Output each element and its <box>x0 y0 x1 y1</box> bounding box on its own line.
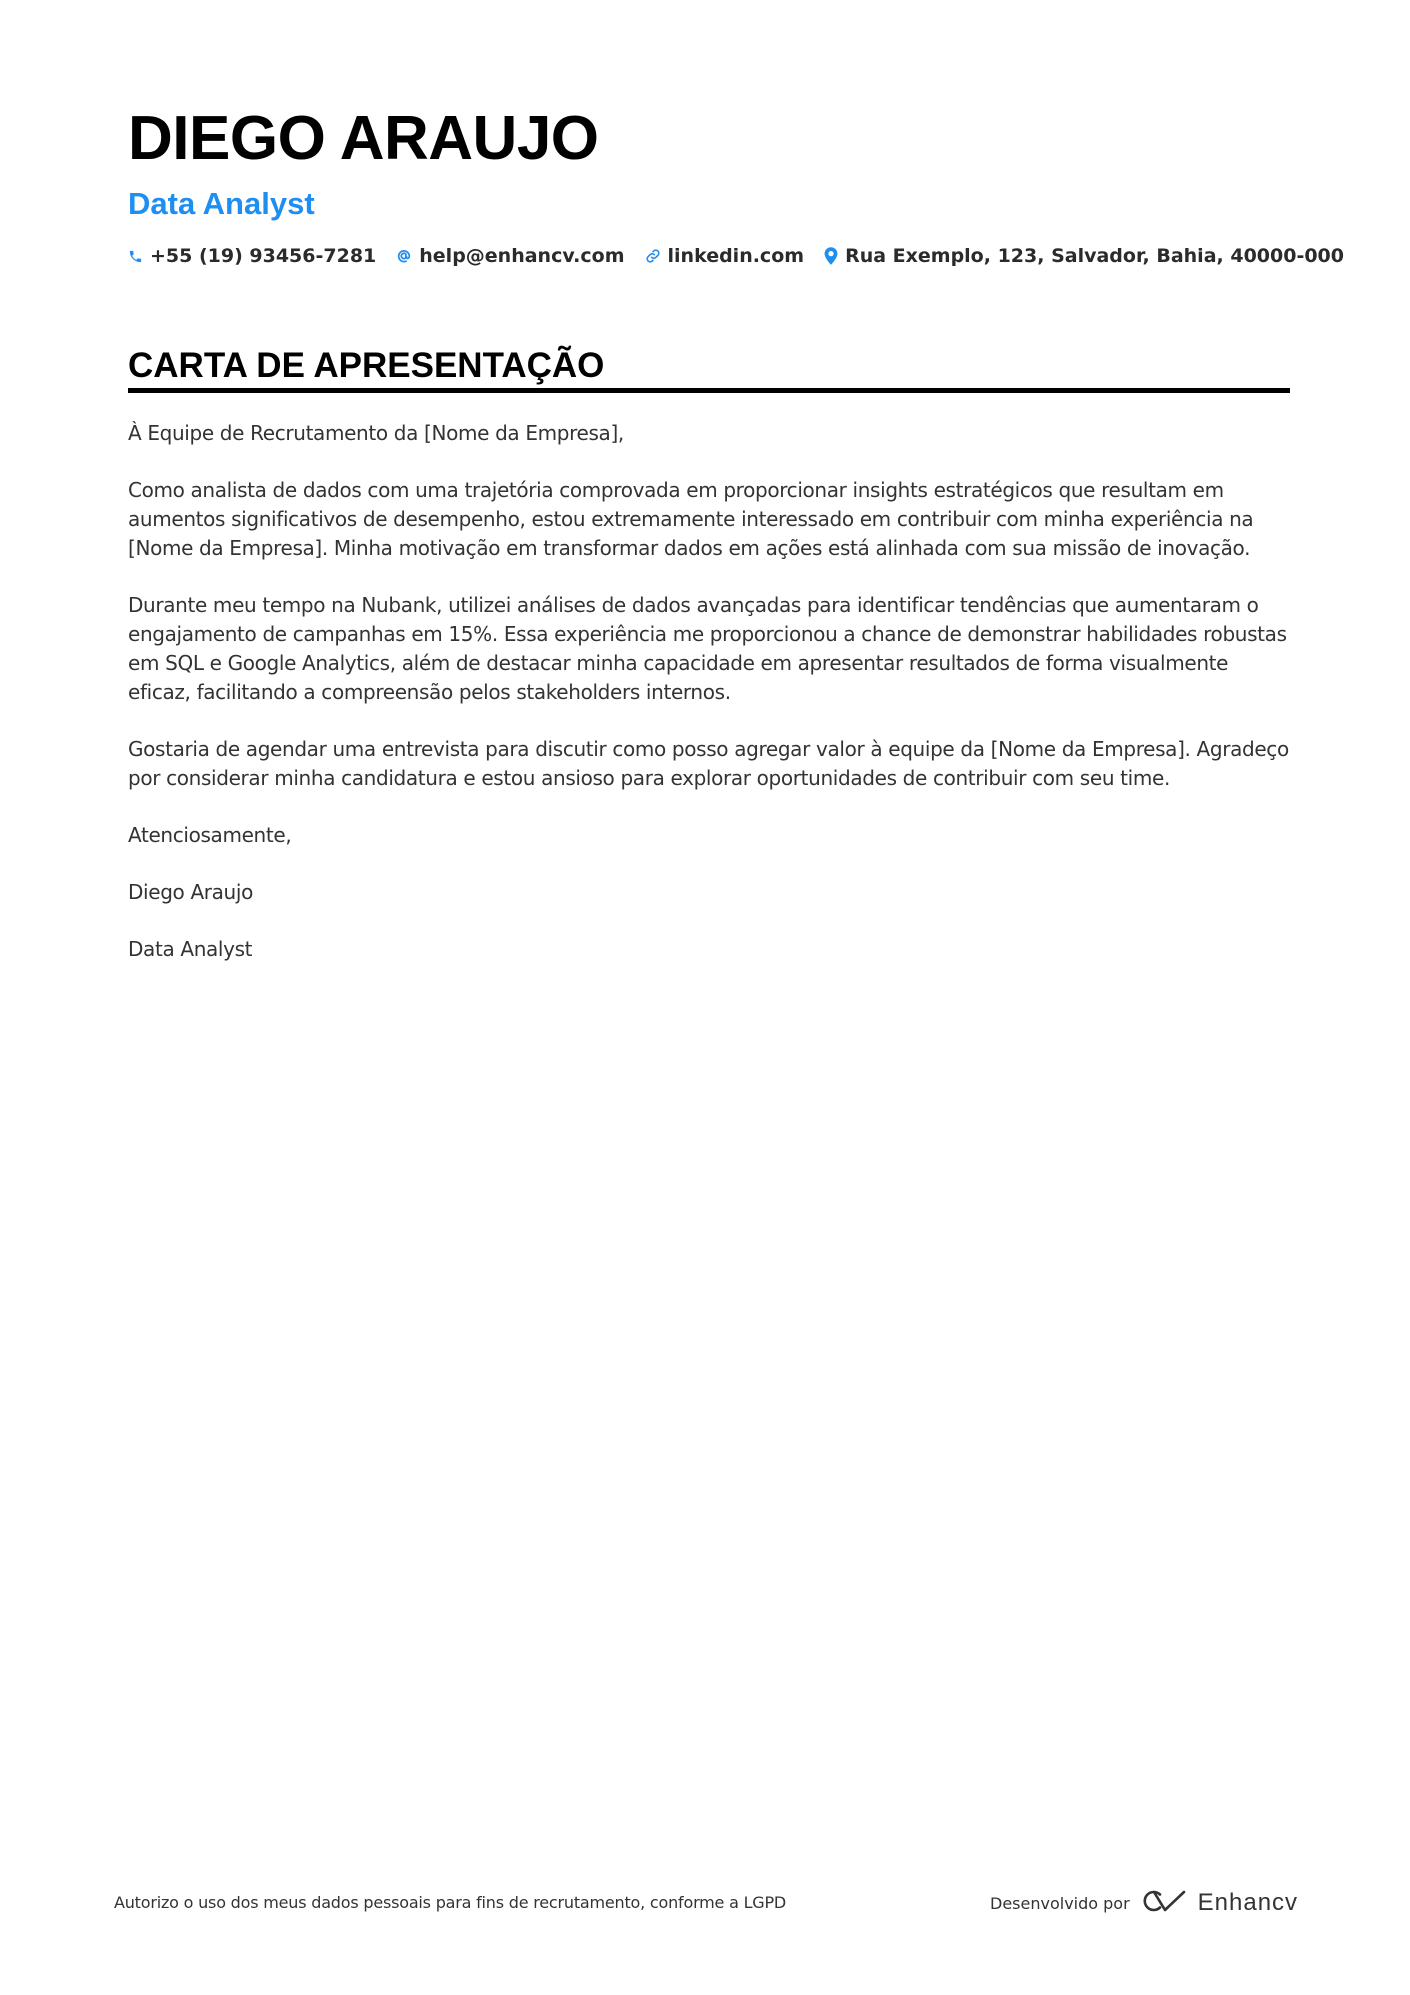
powered-by-label: Desenvolvido por <box>990 1893 1130 1913</box>
job-title: Data Analyst <box>128 186 315 221</box>
enhancv-logo-icon <box>1140 1888 1188 1918</box>
linkedin-text: linkedin.com <box>667 245 805 267</box>
powered-by[interactable] <box>990 1888 1298 1918</box>
signature-name: Diego Araujo <box>128 879 253 904</box>
email-text: help@enhancv.com <box>419 245 625 267</box>
consent-note: Autorizo o uso dos meus dados pessoais para fins de recrutamento, conforme a LGPD <box>114 1893 787 1912</box>
address-text: Rua Exemplo, 123, Salvador, Bahia, 40000-000 <box>845 245 1344 267</box>
letter-paragraph: Gostaria de agendar uma entrevista para discutir como posso agregar valor à equipe da [Nome da Empresa]. Agradeço por considerar minha candidatura e estou ansioso para explorar oportunidades de contribuir com seu time. <box>128 736 1289 790</box>
phone-text: +55 (19) 93456-7281 <box>150 245 377 267</box>
contact-phone[interactable] <box>128 245 376 267</box>
cover-letter-page <box>128 104 1344 992</box>
phone-icon <box>128 249 143 264</box>
candidate-name: DIEGO ARAUJO <box>128 104 599 173</box>
section-title: CARTA DE APRESENTAÇÃO <box>128 347 1290 393</box>
letter-paragraph: Durante meu tempo na Nubank, utilizei análises de dados avançadas para identificar tendências que aumentaram o engajamento de campanhas em 15%. Essa experiência me proporcionou a chance de demonstrar habilidades robustas em SQL e Google Analytics, além de destacar minha capacidade em apresentar resultados de forma visualmente eficaz, facilitando a compreensão pelos stakeholders internos. <box>128 592 1287 704</box>
contact-email[interactable] <box>396 245 624 267</box>
signature-title: Data Analyst <box>128 936 253 961</box>
contact-linkedin[interactable] <box>645 245 805 267</box>
brand-name: Enhancv <box>1197 1889 1299 1916</box>
at-icon <box>396 248 412 264</box>
letter-closing: Atenciosamente, <box>128 822 292 847</box>
letter-body <box>128 419 1290 964</box>
location-pin-icon <box>824 247 838 265</box>
contact-bar <box>128 245 1344 267</box>
letter-greeting: À Equipe de Recrutamento da [Nome da Empresa], <box>128 420 624 445</box>
contact-address <box>824 245 1344 267</box>
link-icon <box>645 248 661 264</box>
letter-paragraph: Como analista de dados com uma trajetória comprovada em proporcionar insights estratégicos que resultam em aumentos significativos de desempenho, estou extremamente interessado em contribuir com minha experiência na [Nome da Empresa]. Minha motivação em transformar dados em ações está alinhada com sua missão de inovação. <box>128 477 1254 560</box>
